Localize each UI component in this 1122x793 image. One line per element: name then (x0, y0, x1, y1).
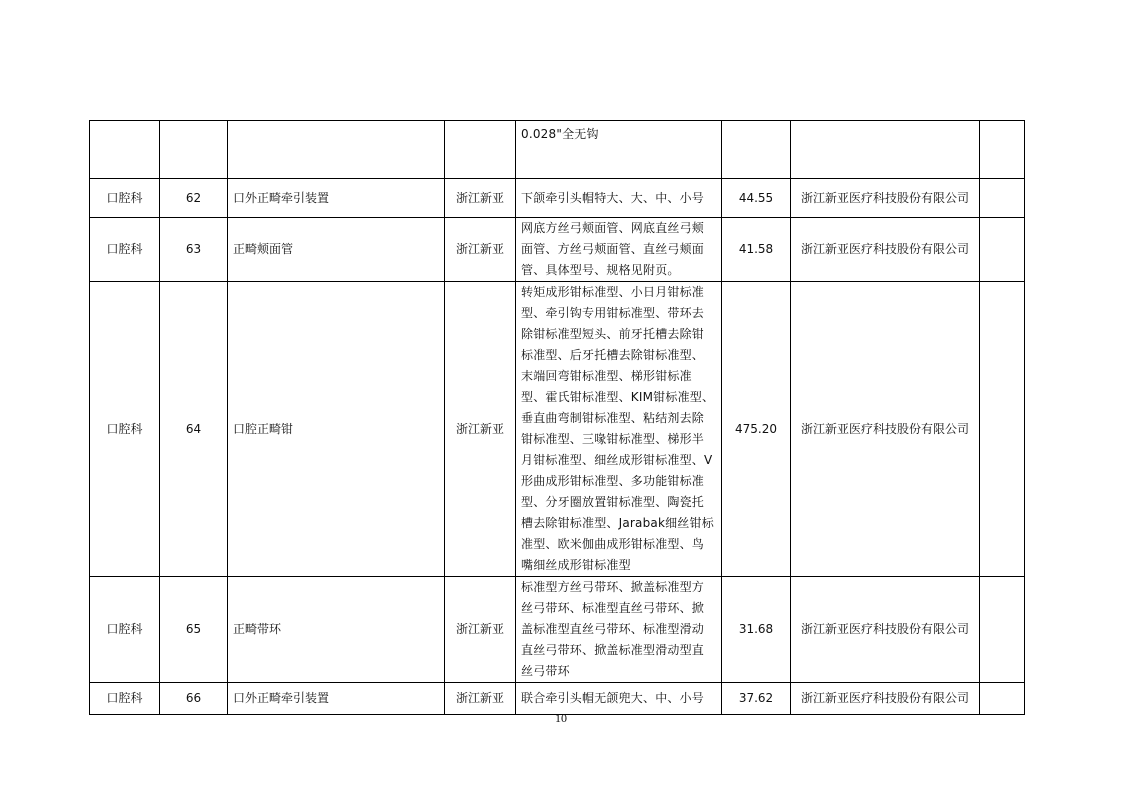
department-cell: 口腔科 (90, 282, 160, 577)
number-cell: 66 (160, 683, 228, 715)
number-cell: 62 (160, 179, 228, 218)
number-cell: 63 (160, 218, 228, 282)
table-row (90, 179, 1025, 218)
remarks-cell (980, 282, 1025, 577)
price-cell: 31.68 (722, 577, 791, 683)
table-row (90, 577, 1025, 683)
price-cell (722, 121, 791, 179)
remarks-cell (980, 218, 1025, 282)
brand-cell: 浙江新亚 (445, 179, 516, 218)
spec-cell: 网底方丝弓颊面管、网底直丝弓颊面管、方丝弓颊面管、直丝弓颊面管、具体型号、规格见附页。 (516, 218, 722, 282)
price-cell: 44.55 (722, 179, 791, 218)
product-name-cell: 口外正畸牵引装置 (228, 683, 445, 715)
company-cell: 浙江新亚医疗科技股份有限公司 (791, 577, 980, 683)
table-row (90, 218, 1025, 282)
brand-cell: 浙江新亚 (445, 577, 516, 683)
product-name-cell: 口外正畸牵引装置 (228, 179, 445, 218)
company-cell: 浙江新亚医疗科技股份有限公司 (791, 218, 980, 282)
price-cell: 475.20 (722, 282, 791, 577)
product-name-cell: 口腔正畸钳 (228, 282, 445, 577)
price-cell: 37.62 (722, 683, 791, 715)
spec-cell: 下颌牵引头帽特大、大、中、小号 (516, 179, 722, 218)
department-cell: 口腔科 (90, 218, 160, 282)
department-cell: 口腔科 (90, 577, 160, 683)
brand-cell (445, 121, 516, 179)
product-name-cell (228, 121, 445, 179)
number-cell: 64 (160, 282, 228, 577)
spec-cell: 转矩成形钳标准型、小日月钳标准型、牵引钩专用钳标准型、带环去除钳标准型短头、前牙托槽去除钳标准型、后牙托槽去除钳标准型、末端回弯钳标准型、梯形钳标准型、霍氏钳标准型、KIM钳标准型、垂直曲弯制钳标准型、粘结剂去除钳标准型、三喙钳标准型、梯形半月钳标准型、细丝成形钳标准型、V形曲成形钳标准型、多功能钳标准型、分牙圈放置钳标准型、陶瓷托槽去除钳标准型、Jarabak细丝钳标准型、欧米伽曲成形钳标准型、鸟嘴细丝成形钳标准型 (516, 282, 722, 577)
spec-cell: 0.028"全无钩 (516, 121, 722, 179)
brand-cell: 浙江新亚 (445, 282, 516, 577)
remarks-cell (980, 121, 1025, 179)
company-cell: 浙江新亚医疗科技股份有限公司 (791, 179, 980, 218)
brand-cell: 浙江新亚 (445, 683, 516, 715)
remarks-cell (980, 179, 1025, 218)
price-cell: 41.58 (722, 218, 791, 282)
product-name-cell: 正畸颊面管 (228, 218, 445, 282)
remarks-cell (980, 683, 1025, 715)
company-cell: 浙江新亚医疗科技股份有限公司 (791, 683, 980, 715)
number-cell: 65 (160, 577, 228, 683)
remarks-cell (980, 577, 1025, 683)
spec-cell: 标准型方丝弓带环、掀盖标准型方丝弓带环、标准型直丝弓带环、掀盖标准型直丝弓带环、标准型滑动直丝弓带环、掀盖标准型滑动型直丝弓带环 (516, 577, 722, 683)
page-number: 10 (555, 711, 567, 725)
company-cell (791, 121, 980, 179)
department-cell (90, 121, 160, 179)
brand-cell: 浙江新亚 (445, 218, 516, 282)
table-row (90, 121, 1025, 179)
company-cell: 浙江新亚医疗科技股份有限公司 (791, 282, 980, 577)
spec-cell: 联合牵引头帽无颌兜大、中、小号 (516, 683, 722, 715)
table-row (90, 683, 1025, 715)
product-price-table (89, 120, 1025, 715)
product-name-cell: 正畸带环 (228, 577, 445, 683)
table-row (90, 282, 1025, 577)
department-cell: 口腔科 (90, 683, 160, 715)
department-cell: 口腔科 (90, 179, 160, 218)
number-cell (160, 121, 228, 179)
